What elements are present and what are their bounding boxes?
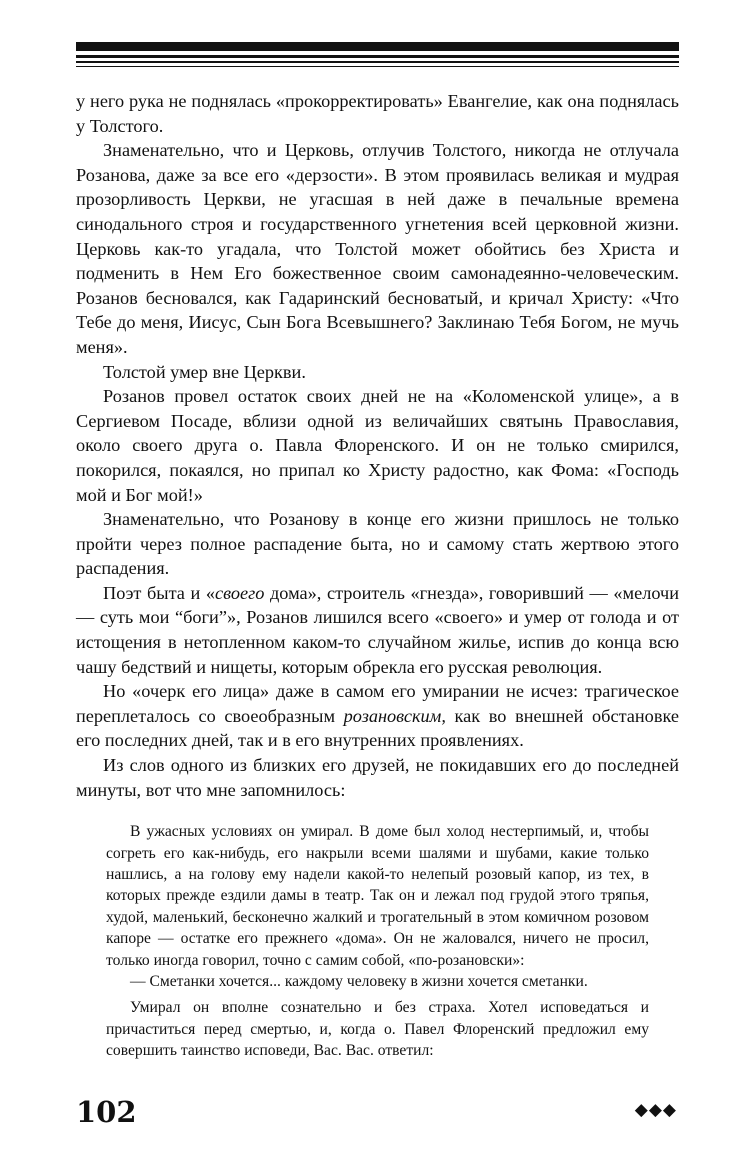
paragraph: Толстой умер вне Церкви. <box>103 361 306 382</box>
paragraph: Розанов провел остаток своих дней не на «Коломенской улице», а в Сергиевом Посаде, вблизи одной из величайших святынь Православия, около своего друга о. Павла Флоренского. И он не только смирился, покорился, покаялся, но припал ко Христу радостно, как Фома: «Господь мой и Бог мой!» <box>76 386 679 505</box>
text-run: Поэт быта и « <box>103 582 216 603</box>
body-text <box>76 89 679 1062</box>
italic-word: своего <box>215 582 265 603</box>
page-footer <box>76 1094 679 1134</box>
italic-word: розановским, <box>343 705 446 726</box>
paragraph-continuation: у него рука не поднялась «прокорректировать» Евангелие, как она поднялась у Толстого. <box>76 91 679 136</box>
header-rule-hairline <box>76 66 679 67</box>
paragraph: Знаменательно, что Розанову в конце его жизни пришлось не только пройти через полное распадение быта, но и самому стать жертвою этого распадения. <box>76 509 679 579</box>
paragraph: Из слов одного из близких его друзей, не покидавших его до последней минуты, вот что мне запомнилось: <box>76 755 679 800</box>
quote-paragraph: Умирал он вполне сознательно и без страха. Хотел исповедаться и причаститься перед смертью, и, когда о. Павел Флоренский предложил ему совершить таинство исповеди, Вас. Вас. ответил: <box>106 999 649 1060</box>
paragraph <box>76 679 679 753</box>
block-quote <box>106 821 649 1061</box>
text-run: Но «очерк его лица» даже в самом его умирании не исчез: трагическое переплеталось со своеобразным <box>76 681 679 726</box>
text-run: дома», строитель «гнезда», говоривший — «мелочи — суть мои “боги”», Розанов лишился всего «своего» и умер от голода и от истощения в нетопленном каком-то случайном жилье, испив до конца всю чашу бедствий и нищеты, которым обрекла его русская революция. <box>76 582 679 677</box>
text-run: как во внешней обстановке его последних дней, так и в его внутренних проявлениях. <box>76 705 679 751</box>
quote-paragraph: В ужасных условиях он умирал. В доме был холод нестерпимый, и, чтобы согреть его как-нибудь, его накрыли всеми шалями и шубами, какие только нашлись, а на голову ему надели какой-то нелепый розовый капор, из тех, в которых прежде ездили дамы в театр. Так он и лежал под грудой этого тряпья, худой, маленький, бесконечно жалкий и трогательный в этом комичном розовом капоре — остатке его прежнего «дома». Он не жаловался, ничего не просил, только иногда говорил, точно с самим собой, «по-розановски»: <box>106 823 649 969</box>
paragraph <box>76 581 679 679</box>
header-rule-thick <box>76 42 679 51</box>
quote-paragraph: — Сметанки хочется... каждому человеку в жизни хочется сметанки. <box>130 973 588 991</box>
paragraph: Знаменательно, что и Церковь, отлучив Толстого, никогда не отлучала Розанова, даже за все его «дерзости». В этом проявилась великая и мудрая прозорливость Церкви, не угасшая в ней даже в печальные времена синодального строя и государственного угнетения всей церковной жизни. Церковь как-то угадала, что Толстой может обойтись без Христа и подменить в Нем Его божественное своим самонадеянно-человеческим. Розанов бесновался, как Гадаринский бесноватый, и кричал Христу: «Что Тебе до меня, Иисус, Сын Бога Всевышнего? Заклинаю Тебя Богом, не мучь меня». <box>76 140 679 357</box>
header-rule-medium <box>76 55 679 58</box>
diamond-ornament-icon: ◆◆◆ <box>634 1100 677 1120</box>
page-number: 102 <box>76 1095 137 1129</box>
header-rule-thin <box>76 61 679 63</box>
